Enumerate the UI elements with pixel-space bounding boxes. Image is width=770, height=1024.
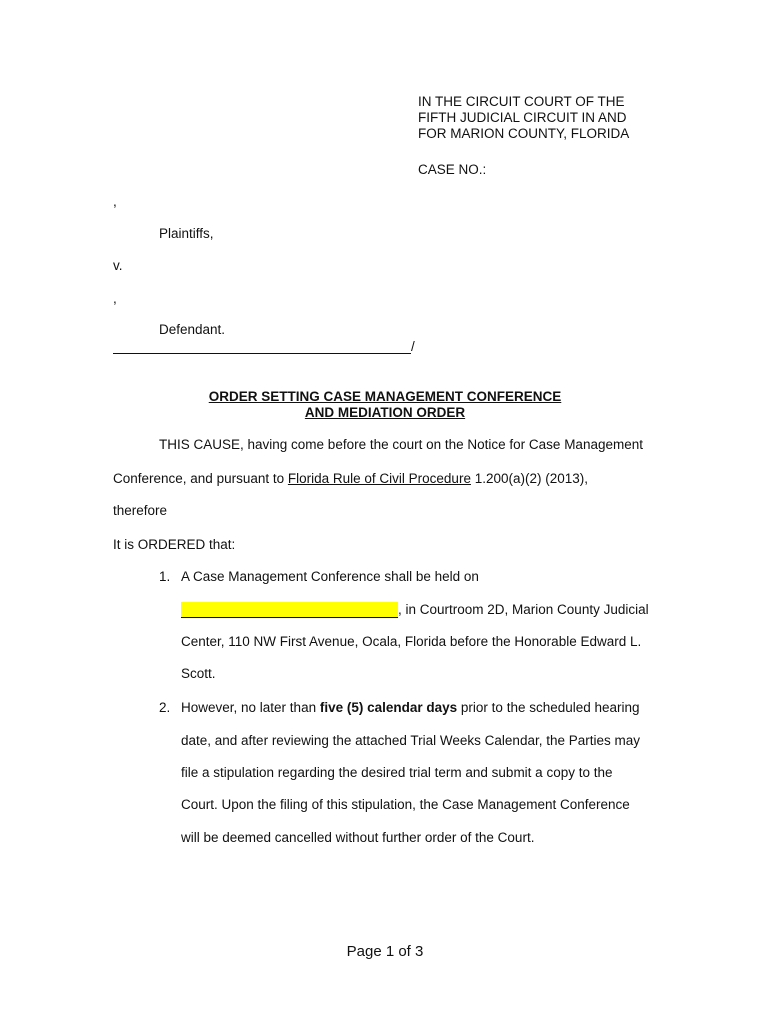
- item-2-line-3: file a stipulation regarding the desired trial term and submit a copy to the: [181, 765, 613, 780]
- intro-text: Conference, and pursuant to: [113, 471, 288, 486]
- court-caption-line-3: FOR MARION COUNTY, FLORIDA: [418, 126, 630, 141]
- item-2-text-b: prior to the scheduled hearing: [457, 700, 640, 715]
- plaintiffs-label: Plaintiffs,: [159, 226, 214, 241]
- court-caption-line-2: FIFTH JUDICIAL CIRCUIT IN AND: [418, 110, 627, 125]
- rule-number: 1.200(a)(2) (2013),: [470, 471, 589, 486]
- page-number: Page 1 of 3: [346, 943, 424, 960]
- caption-divider-slash: /: [411, 339, 415, 354]
- versus-label: v.: [113, 258, 123, 273]
- order-title-line-1: ORDER SETTING CASE MANAGEMENT CONFERENCE: [208, 389, 562, 404]
- item-2-line-5: will be deemed cancelled without further order of the Court.: [181, 830, 535, 845]
- item-2-line-4: Court. Upon the filing of this stipulation, the Case Management Conference: [181, 797, 630, 812]
- item-1-line-1: A Case Management Conference shall be held on: [181, 569, 479, 584]
- item-1-number: 1.: [159, 569, 171, 584]
- order-title-line-2: AND MEDIATION ORDER: [304, 405, 466, 420]
- case-number-label: CASE NO.:: [418, 162, 487, 177]
- item-2-line-1: [181, 700, 640, 716]
- item-1-line-3: Center, 110 NW First Avenue, Ocala, Florida before the Honorable Edward L.: [181, 634, 642, 649]
- item-1-courtroom-text: , in Courtroom 2D, Marion County Judicial: [398, 602, 649, 617]
- item-2-line-2: date, and after reviewing the attached Trial Weeks Calendar, the Parties may: [181, 733, 640, 748]
- plaintiff-name-placeholder: ,: [113, 194, 117, 209]
- ordered-heading: It is ORDERED that:: [113, 537, 236, 552]
- deadline-emphasis: five (5) calendar days: [319, 700, 458, 715]
- item-1-line-4: Scott.: [181, 666, 216, 681]
- defendant-name-placeholder: ,: [113, 291, 117, 306]
- court-caption-line-1: IN THE CIRCUIT COURT OF THE: [418, 94, 625, 109]
- intro-paragraph-line-3: therefore: [113, 503, 168, 518]
- intro-paragraph-line-2: [113, 471, 588, 487]
- intro-paragraph-line-1: THIS CAUSE, having come before the court on the Notice for Case Management: [159, 437, 643, 452]
- item-2-number: 2.: [159, 700, 171, 715]
- defendant-label: Defendant.: [159, 322, 226, 337]
- date-blank-field[interactable]: [181, 602, 398, 618]
- item-2-text-a: However, no later than: [181, 700, 320, 715]
- item-1-line-2: [181, 602, 649, 618]
- rule-citation: Florida Rule of Civil Procedure: [287, 471, 471, 486]
- caption-divider-line: [113, 353, 411, 354]
